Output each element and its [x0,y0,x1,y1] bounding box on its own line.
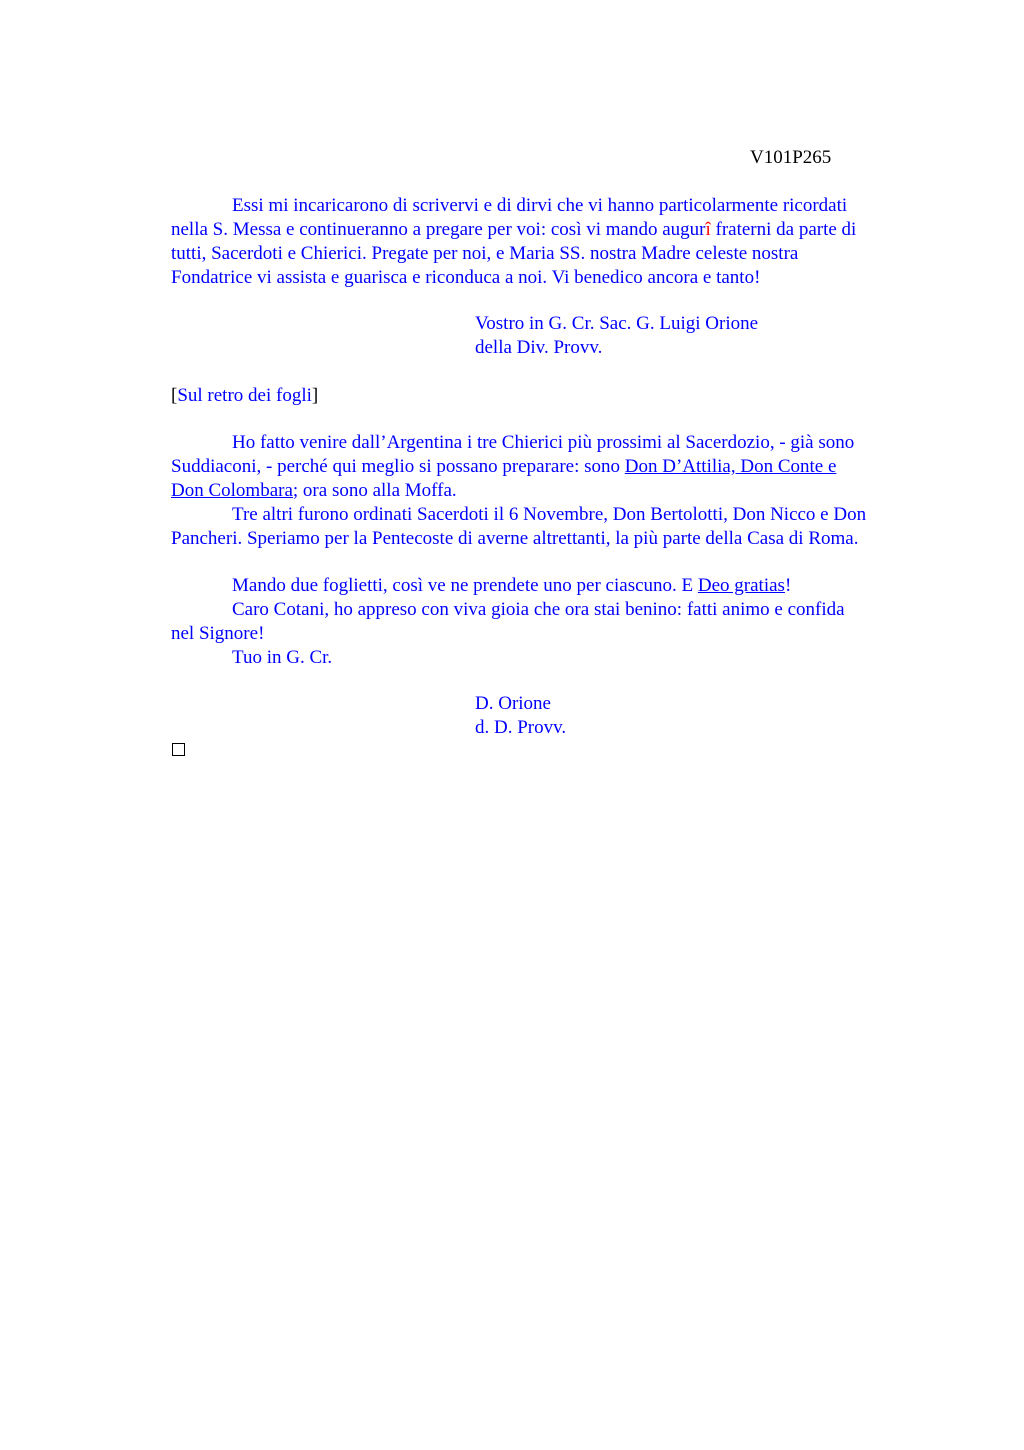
text-line: Tuo in G. Cr. [232,647,333,668]
text-line: Pancheri. Speriamo per la Pentecoste di averne altrettanti, la più parte della Casa di Roma. [171,528,859,549]
text-line [171,574,931,598]
text-segment: Suddiaconi, - perché qui meglio si possano preparare: sono [171,456,625,477]
signature-line-2: d. D. Provv. [475,717,567,738]
note-label: Sul retro dei fogli [177,385,312,406]
text-line: tutti, Sacerdoti e Chierici. Pregate per noi, e Maria SS. nostra Madre celeste nostra [171,243,799,264]
text-line: Fondatrice vi assista e guarisca e riconduca a noi. Vi benedico ancora e tanto! [171,267,761,288]
text-segment: nella S. Messa e continueranno a pregare per voi: così vi mando augur [171,219,706,240]
text-line: Ho fatto venire dall’Argentina i tre Chierici più prossimi al Sacerdozio, - già sono [232,432,855,453]
closing-line-2: della Div. Provv. [475,337,603,358]
text-line: Tre altri furono ordinati Sacerdoti il 6 Novembre, Don Bertolotti, Don Nicco e Don [232,504,867,525]
bracket-close: ] [311,385,319,406]
letter-paragraph-1 [171,194,931,290]
underlined-names: Don D’Attilia, Don Conte e [624,456,837,477]
highlighted-char: î [705,219,711,240]
text-line: Caro Cotani, ho appreso con viva gioia che ora stai benino: fatti animo e confida [232,599,845,620]
text-line [171,455,931,479]
text-line: Essi mi incaricarono di scrivervi e di dirvi che vi hanno particolarmente ricordati [232,195,848,216]
text-segment: ; ora sono alla Moffa. [292,480,457,501]
signature-line-1: D. Orione [475,693,551,714]
editorial-note [171,384,931,408]
text-segment: Mando due foglietti, così ve ne prendete uno per ciascuno. E [232,575,698,596]
closing-line-1: Vostro in G. Cr. Sac. G. Luigi Orione [475,313,759,334]
letter-paragraph-2 [171,431,931,551]
text-line: nel Signore! [171,623,265,644]
underlined-names: Don Colombara [171,480,293,501]
text-line [171,479,931,503]
letter-paragraph-3 [171,574,931,670]
text-segment: fraterni da parte di [710,219,857,240]
text-segment: ! [784,575,792,596]
underlined-phrase: Deo gratias [697,575,785,596]
bracket-open: [ [171,385,178,406]
page-reference: V101P265 [750,147,832,168]
text-line [171,218,931,242]
square-mark-icon [172,743,185,756]
